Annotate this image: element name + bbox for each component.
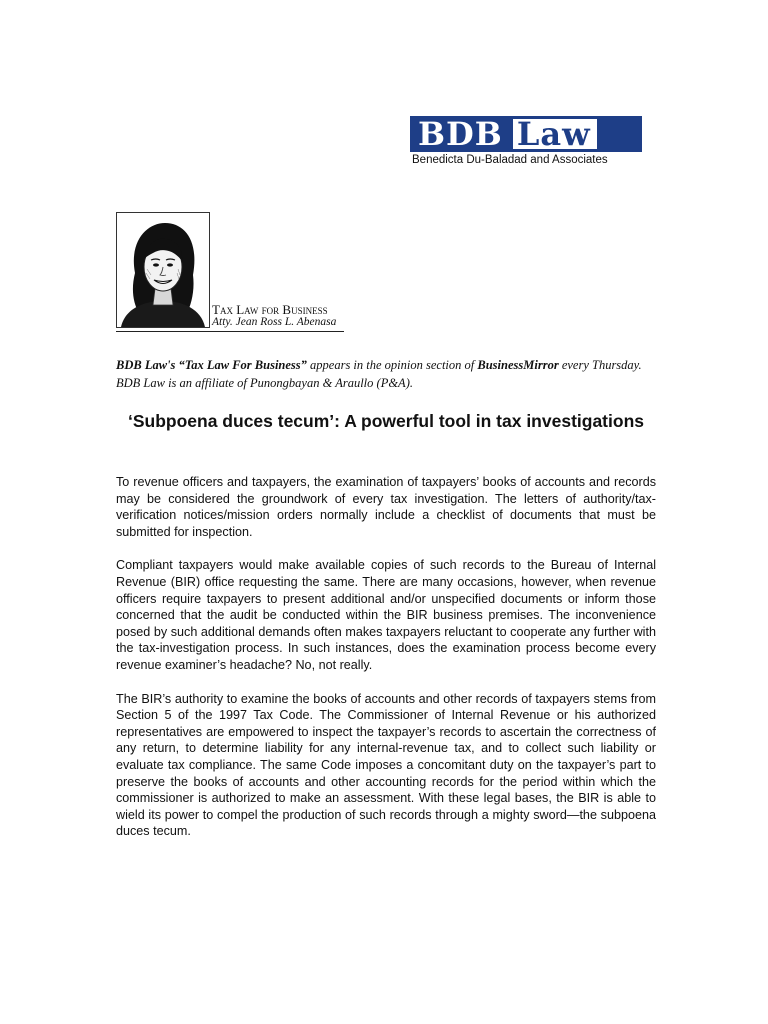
intro-paper: BusinessMirror (477, 358, 559, 372)
column-divider (116, 331, 344, 332)
article-paragraph: To revenue officers and taxpayers, the examination of taxpayers’ books of accounts and records may be considered the groundwork of every tax investigation. The letters of authority/tax-verification notices/mission orders normally include a checklist of documents that must be submitted for inspection. (116, 475, 656, 539)
article-paragraph: The BIR’s authority to examine the books of accounts and other records of taxpayers stems from Section 5 of the 1997 Tax Code. The Commissioner of Internal Revenue or his authorized representatives are empowered to inspect the taxpayer’s records to ascertain the correctness of any return, to determine liability for any internal-revenue tax, and to collect such liability or evaluate tax compliance. The same Code imposes a concomitant duty on the taxpayer’s part to preserve the books of accounts and other accounting records for the period within which the commissioner is authorized to make an assessment. With these legal bases, the BIR is able to wield its power to compel the production of such records through a mighty sword—the subpoena duces tecum. (116, 691, 656, 839)
author-portrait (116, 212, 210, 328)
logo-wordmark (410, 116, 642, 152)
portrait-illustration (117, 213, 209, 327)
article-headline: ‘Subpoena duces tecum’: A powerful tool in tax investigations (128, 411, 644, 431)
intro-brand: BDB Law's “Tax Law For Business” (116, 358, 307, 372)
article-body (116, 474, 656, 857)
intro-note (116, 356, 656, 392)
column-author: Atty. Jean Ross L. Abenasa (212, 316, 337, 328)
intro-text-1: appears in the opinion section of (306, 358, 478, 372)
article-paragraph: Compliant taxpayers would make available copies of such records to the Bureau of Internal Revenue (BIR) office requesting the same. There are many occasions, however, when revenue officers require taxpayers to present additional and/or unspecified documents or inform those concerned that the audit be conducted within the BIR business premises. The inconvenience posed by such additional demands often makes taxpayers reluctant to cooperate any further with the tax-investigation process. In such instances, does the examination process become every revenue examiner’s headache? No, not really. (116, 558, 656, 672)
logo-brand-law: Law (513, 119, 597, 149)
logo-subtitle: Benedicta Du-Baladad and Associates (412, 154, 608, 166)
intro-text-2: every Thursday. BDB Law is an affiliate of Punongbayan & Araullo (P&A). (116, 358, 642, 390)
column-title: Tax Law for Business (212, 302, 328, 317)
logo-brand-main: BDB (418, 115, 503, 153)
bdb-law-logo (410, 116, 650, 166)
